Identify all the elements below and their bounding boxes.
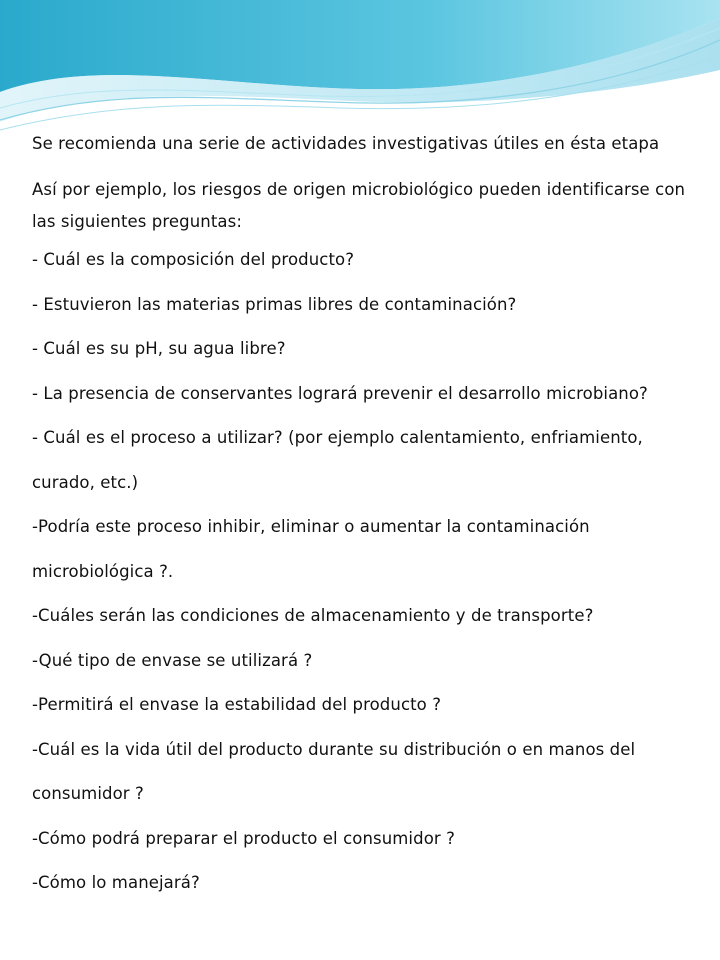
question-line: - Cuál es su pH, su agua libre? xyxy=(32,339,286,358)
question-line: curado, etc.) xyxy=(32,472,139,492)
question-line: -Cómo podrá preparar el producto el consumidor ? xyxy=(32,828,455,848)
question-line: -Qué tipo de envase se utilizará ? xyxy=(32,650,313,670)
question-line: -Permitirá el envase la estabilidad del producto ? xyxy=(32,695,442,714)
question-line: consumidor ? xyxy=(32,784,144,803)
question-line: - Cuál es la composición del producto? xyxy=(32,250,355,269)
document-body xyxy=(32,128,702,906)
lead-paragraph: Así por ejemplo, los riesgos de origen microbiológico pueden identificarse con las siguientes preguntas: xyxy=(32,180,686,231)
question-line: -Cómo lo manejará? xyxy=(32,873,200,892)
question-line: -Podría este proceso inhibir, eliminar o aumentar la contaminación xyxy=(32,517,590,536)
question-line: - La presencia de conservantes logrará prevenir el desarrollo microbiano? xyxy=(32,383,648,403)
question-line: -Cuál es la vida útil del producto durante su distribución o en manos del xyxy=(32,739,636,759)
intro-text: Se recomienda una serie de actividades investigativas útiles en ésta etapa xyxy=(32,134,660,153)
question-line: - Estuvieron las materias primas libres de contaminación? xyxy=(32,294,517,314)
question-line: -Cuáles serán las condiciones de almacenamiento y de transporte? xyxy=(32,606,594,625)
question-line: - Cuál es el proceso a utilizar? (por ejemplo calentamiento, enfriamiento, xyxy=(32,428,643,447)
question-line: microbiológica ?. xyxy=(32,561,174,581)
